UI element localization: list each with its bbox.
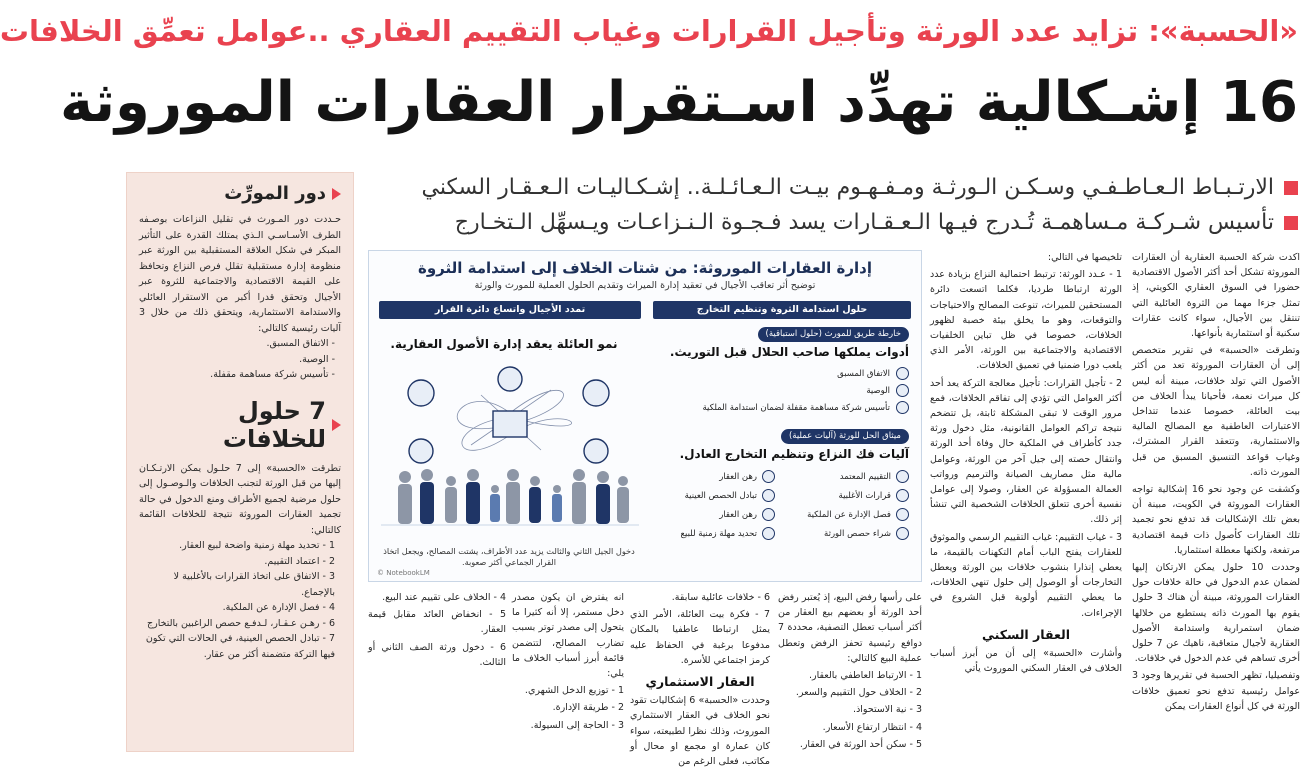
paragraph: 1 - الارتباط العاطفي بالعقار.: [808, 670, 922, 682]
sidebar-heading-1-text: دور المورِّث: [224, 183, 326, 204]
paragraph: 1 - عـدد الورثة: ترتبط احتمالية النزاع بزيادة عدد الورثة ارتباطا طرديا، فكلما اتسعت دائرة المستحقين للميراث، تنوعت المصالح والاحتياجات والتوقعات، وهو ما يخلق بيئة خصبة لظهور الخلافات، خصوصا في ظل تباين الخلفيات الاقتصادية والاجتماعية بين الورثة، الأمر الذي يلعب دورا ضمنيا في تعميق الخلافات.: [930, 269, 1122, 372]
subheadline-1-text: الارتـبـاط الـعـاطـفـي وسـكـن الـورثـة ومـفـهـوم بيـت الـعـائـلـة.. إشـكـاليـات الـعـقـار السكني: [421, 175, 1274, 200]
subheadline-2-text: تأسيس شـركـة مـساهمـة تُـدرج فيـها الـعـقـارات يسد فـجـوة الـنـزاعـات ويـسهِّل الـتخـارج: [454, 210, 1274, 235]
grid-item: [651, 524, 775, 543]
mortgage-icon: [762, 508, 775, 521]
sidebar-list-2: [139, 538, 341, 662]
grid-item-label: قرارات الأغلبية: [838, 490, 891, 501]
owner-tools-list: [651, 365, 909, 416]
paragraph: 1 - توزيع الدخل الشهري.: [524, 685, 624, 697]
infographic-title: إدارة العقارات الموروثة: من شتات الخلاف إلى استدامة الثروة: [417, 259, 872, 277]
list-item: [651, 365, 909, 382]
paragraph: 3 - نية الاستحواذ.: [853, 704, 922, 716]
grid-item-label: تحديد مهلة زمنية للبيع: [680, 528, 757, 539]
heading-owner-tools: أدوات يملكها صاحب الحلال قبل التوريث.: [669, 345, 909, 359]
paragraph: 4 - الخلاف على تقييم عند البيع.: [382, 592, 506, 603]
main-headline: 16 إشـكالية تهدِّد اسـتقرار العقارات الموروثة: [60, 70, 1298, 135]
section-heading-residential: العقار السكني: [982, 626, 1070, 642]
left-heading: نمو العائلة يعقد إدارة الأصول العقارية.: [390, 337, 618, 351]
grid-item-label: فصل الإدارة عن الملكية: [807, 509, 891, 520]
paragraph: 2 - الخلاف حول التقييم والسعر.: [795, 687, 922, 699]
section-heading-investment: العقار الاستثماري: [645, 674, 755, 690]
handshake-icon: [896, 367, 909, 380]
list-item: 4 - فصل الإدارة عن الملكية.: [222, 602, 335, 613]
kicker-headline: «الحسبة»: تزايد عدد الورثة وتأجيل القرارات وغياب التقييم العقاري ..عوامل تعمِّق الخلافات: [0, 14, 1298, 48]
sidebar-paragraph-1: حـددت دور المـورث في تقليل النزاعات بوصـفه الطرف الأسـاسـي الـذي يمتلك القدرة على التأثير المبكر في شكل العلاقة المستقبلية بين الورثة عبر منظومة إدارة مستقبلية تقلل فرص النزاع وتحافظ على القيمة الاقتصادية والاجتماعية للثروة عبر الأجيال وتحقق قدرا أكبر من الاستقرار العائلي والاستدامة الاستثمارية، ويتحقق ذلك من خلال 3 آليات رئيسية كالتالي:: [139, 214, 341, 334]
purchase-icon: [896, 527, 909, 540]
subheadline-2: [368, 210, 1298, 235]
grid-item: [651, 467, 775, 486]
house-icon: [584, 439, 608, 463]
sidebar-heading-2: [139, 397, 341, 453]
grid-item: [785, 524, 909, 543]
grid-item-label: شراء حصص الورثة: [824, 528, 891, 539]
paragraph: 3 - الحاجة إلى السيولة.: [530, 719, 624, 731]
left-section-bar: تمدد الأجيال واتساع دائرة القرار: [379, 301, 641, 319]
infographic-subtitle: توضيح أثر تعاقب الأجيال في تعقيد إدارة الميراث وتقديم الحلول العملية للمورث والورثة: [474, 280, 816, 291]
paragraph: 3 - غياب التقييم: غياب التقييم الرسمي والموثوق للعقارات يفتح الباب أمام التكهنات بالقيمة، ما يعطي إنذارا بنشوب خلافات بين الورثة ويعطل التخارجات أو الوصول إلى حلول تنهي الخلافات، ما يعطي التقييم أولوية قبل الشروع في الإجراءات.: [930, 531, 1122, 619]
vote-icon: [896, 489, 909, 502]
list-item: 3 - الاتفاق على اتخاذ القرارات بالأغلبية لا بالإجماع.: [173, 571, 335, 598]
family-note: دخول الجيل الثاني والثالث يزيد عدد الأطراف، يشتت المصالح، ويجعل اتخاذ القرار الجماعي أكثر صعوبة.: [383, 546, 635, 567]
building-icon: [583, 380, 609, 406]
credit-label: © NotebookLM: [377, 569, 430, 577]
grid-item: [651, 505, 775, 524]
article-column-1: [1132, 250, 1300, 755]
paragraph: على رأسها رفض البيع، إذ يُعتبر رفض أحد الورثة أو بعضهم بيع العقار من أكثر أسباب تعطل التصفية، محددة 7 دوافع رئيسية تحفز الرفض وتعطل عملية البيع كالتالي:: [778, 592, 922, 664]
sidebar-box: [126, 172, 354, 752]
paragraph: وتفصيليا، تظهر الحسبة في تقريرها وجود 3 عوامل رئيسية تدفع نحو تعميق خلافات الورثة في كل أنواع العقارات يمكن: [1132, 670, 1300, 712]
grid-item: [785, 486, 909, 505]
clock-icon: [762, 527, 775, 540]
triangle-bullet-icon: [332, 188, 341, 200]
family-network-illustration: [381, 355, 639, 545]
sidebar-heading-2-text: 7 حلول للخلافات: [222, 396, 326, 453]
list-item: [651, 399, 909, 416]
square-bullet-icon: [1284, 216, 1298, 230]
sidebar-paragraph-2: تطرقت «الحسبة» إلى 7 حلـول يمكن الارتـكـان إليها من قبل الورثة لتجنب الخلافات والـوصـول إلى حلول مرضية لجميع الأطراف ومنع الدخول في حالة تجميد العقارات الموروثة نتيجة للخلافات القائمة كالتالي:: [139, 462, 341, 536]
right-section-bar: حلول استدامة الثروة وتنظيم التخارج: [653, 301, 911, 319]
grid-item: [651, 486, 775, 505]
list-item: - الوصية.: [299, 353, 335, 365]
subheadline-1: [368, 175, 1298, 200]
grid-item-label: رهن العقار: [719, 471, 757, 482]
sidebar-list-1: [139, 336, 341, 383]
article-column-3: [778, 590, 922, 755]
mortgage-icon: [762, 470, 775, 483]
paragraph: وتطرقت «الحسبة» في تقرير متخصص إلى أن العقارات الموروثة تعد من أكثر الأصول التي تولد خلافات، مبينة أنه ليس كل ميراث نعمة، فأحيانا يبدأ الخلاف من بيت العائلة، خصوصا عندما تتداخل الاعتبارات العاطفية مع المصالح المالية والاستثمارية، وتتعقد القرار المشترك، وغياب قواعد التنسيق المسبق من قبل المورث ذاته.: [1132, 345, 1300, 478]
article-column-4: [630, 590, 770, 768]
grid-item: [785, 505, 909, 524]
paragraph: 2 - تأجيل القرارات: تأجيل معالجة التركة يعد أحد أكثر العوامل التي تؤدي إلى تفاقم الخلافات، فمع مرور الوقت لا تبقى المشكلة ثابتة، بل تتضخم نتيجة تراكم العوامل القانونية، مثل دخول ورثة جدد كأطراف في الملكية حال وفاة أحد الورثة وانتقال حصته إلى جيل آخر من الورثة، وعوامل مالية مثل مصاريف الصيانة والترميم ورواتب العمالة المسؤولة عن العقار، وصولا إلى عوامل نفسية أخرى تتعلق الخلافات الشخصية التي تنشأ إثر ذلك.: [930, 377, 1122, 526]
grid-item-label: رهن العقار: [719, 509, 757, 520]
paragraph: وأشارت «الحسبة» إلى أن من أبرز أسباب الخلاف في العقار السكني الموروث يأتي: [930, 648, 1122, 675]
list-item-label: تأسيس شركة مساهمة مقفلة لضمان استدامة الملكية: [702, 402, 890, 413]
paragraph: وحددت «الحسبة» 6 إشكاليات تقود نحو الخلاف في العقار الاستثماري الموروث، وذلك نظرا لطبيعته، سواء كان عمارة او مجمع او محال أو مكاتب، فعلى الرغم من: [630, 695, 770, 768]
tag-proactive: خارطة طريق للمورث (حلول استباقية): [758, 327, 909, 342]
grid-item-label: التقييم المعتمد: [839, 471, 891, 482]
article-column-2: [930, 250, 1122, 755]
article-column-6: [368, 590, 506, 755]
asset-icons: [408, 367, 609, 463]
exchange-icon: [762, 489, 775, 502]
valuation-icon: [896, 470, 909, 483]
list-item: 7 - تبادل الحصص العينية، في الحالات التي تكون فيها التركة متضمنة أكثر من عقار.: [145, 633, 335, 660]
grid-item: [785, 467, 909, 486]
heading-dispute-mechanisms: آليات فك النزاع وتنظيم التخارج العادل.: [679, 447, 909, 461]
tag-practical: ميثاق الحل للورثة (آليات عملية): [781, 429, 909, 444]
document-icon: [896, 384, 909, 397]
paragraph: 5 - انخفاض العائد مقابل قيمة العقار.: [368, 609, 506, 636]
paragraph: 7 - فكرة بيت العائلة، الأمر الذي يمثل ارتباطا عاطفيا بالمكان مدفوعا برغبة في الحفاظ عليه كرمز اجتماعي للأسرة.: [630, 609, 770, 666]
article-column-5: [512, 590, 624, 755]
list-item: - تأسيس شركة مساهمة مقفلة.: [210, 369, 335, 380]
paragraph: 4 - انتظار ارتفاع الأسعار.: [822, 721, 922, 733]
list-item: 2 - اعتماد التقييم.: [264, 555, 335, 567]
list-item-label: الاتفاق المسبق: [837, 368, 890, 379]
building-icon: [409, 439, 433, 463]
list-item: 6 - رهـن عـقـار، لـدفـع حصص الراغبين بالتخارج: [146, 617, 335, 629]
sidebar-heading-1: [139, 183, 341, 204]
list-item-label: الوصية: [866, 385, 890, 396]
separation-icon: [896, 508, 909, 521]
list-item: [651, 382, 909, 399]
house-icon: [498, 367, 522, 391]
mechanisms-grid: [651, 467, 909, 543]
paragraph: 6 - دخول ورثة الصف الثاني أو الثالث.: [368, 641, 506, 668]
paragraph: وحددت 10 حلول يمكن الارتكان إليها لضمان عدم الدخول في حالة خلافات حول العقارات الموروثة، مبينة أن هناك 3 حلول يقوم بها المورث ذاته يستطيع من خلالها ضمان استمرارية واستدامة الأصول العقارية لأجيال متعاقبة، ناهيك عن 7 حلول أخرى تساهم في عدم الدخول في خلافات.: [1132, 562, 1300, 665]
paragraph: 2 - طريقة الإدارة.: [552, 702, 624, 714]
central-building-icon: [493, 411, 527, 437]
paragraph: 5 - سكن أحد الورثة في العقار.: [799, 738, 922, 750]
paragraph: تلخيصها في التالي:: [1047, 252, 1122, 263]
list-item: - الاتفاق المسبق.: [266, 338, 335, 349]
square-bullet-icon: [1284, 181, 1298, 195]
paragraph: 6 - خلافات عائلية سابقة.: [671, 592, 770, 603]
list-item: 1 - تحديد مهلة زمنية واضحة لبيع العقار.: [179, 540, 335, 551]
triangle-bullet-icon: [332, 419, 341, 431]
paragraph: انه يفترض ان يكون مصدر دخل مستمر، إلا أنه كثيرا ما يتحول إلى مصدر توتر بسبب تضارب المصالح، لتتضمن قائمة أبرز أسباب الخلاف ما يلي:: [512, 592, 624, 680]
house-icon: [408, 380, 434, 406]
paragraph: وكشفت عن وجود نحو 16 إشكالية تواجه العقارات الموروثة في الكويت، مبينة أن بعض تلك الإشكاليات قد تدفع نحو تجميد تلك العقارات كأصول ذات قيمة اقتصادية مرتفعة، ولكنها معطلة استثماريا.: [1132, 484, 1301, 556]
paragraph: اكدت شركة الحسبة العقارية أن العقارات الموروثة تشكل أحد أكثر الأصول الاقتصادية حضورا في السوق العقاري الكويتي، إذ تمثل جزءا مهما من الثروة العائلية التي تنتقل بين الأجيال، سواء كانت عقارات سكنية أو استثمارية بأنواعها.: [1132, 252, 1300, 340]
family-figures: [398, 469, 629, 524]
building-icon: [896, 401, 909, 414]
infographic: [368, 250, 922, 582]
grid-item-label: تبادل الحصص العينية: [684, 490, 757, 501]
